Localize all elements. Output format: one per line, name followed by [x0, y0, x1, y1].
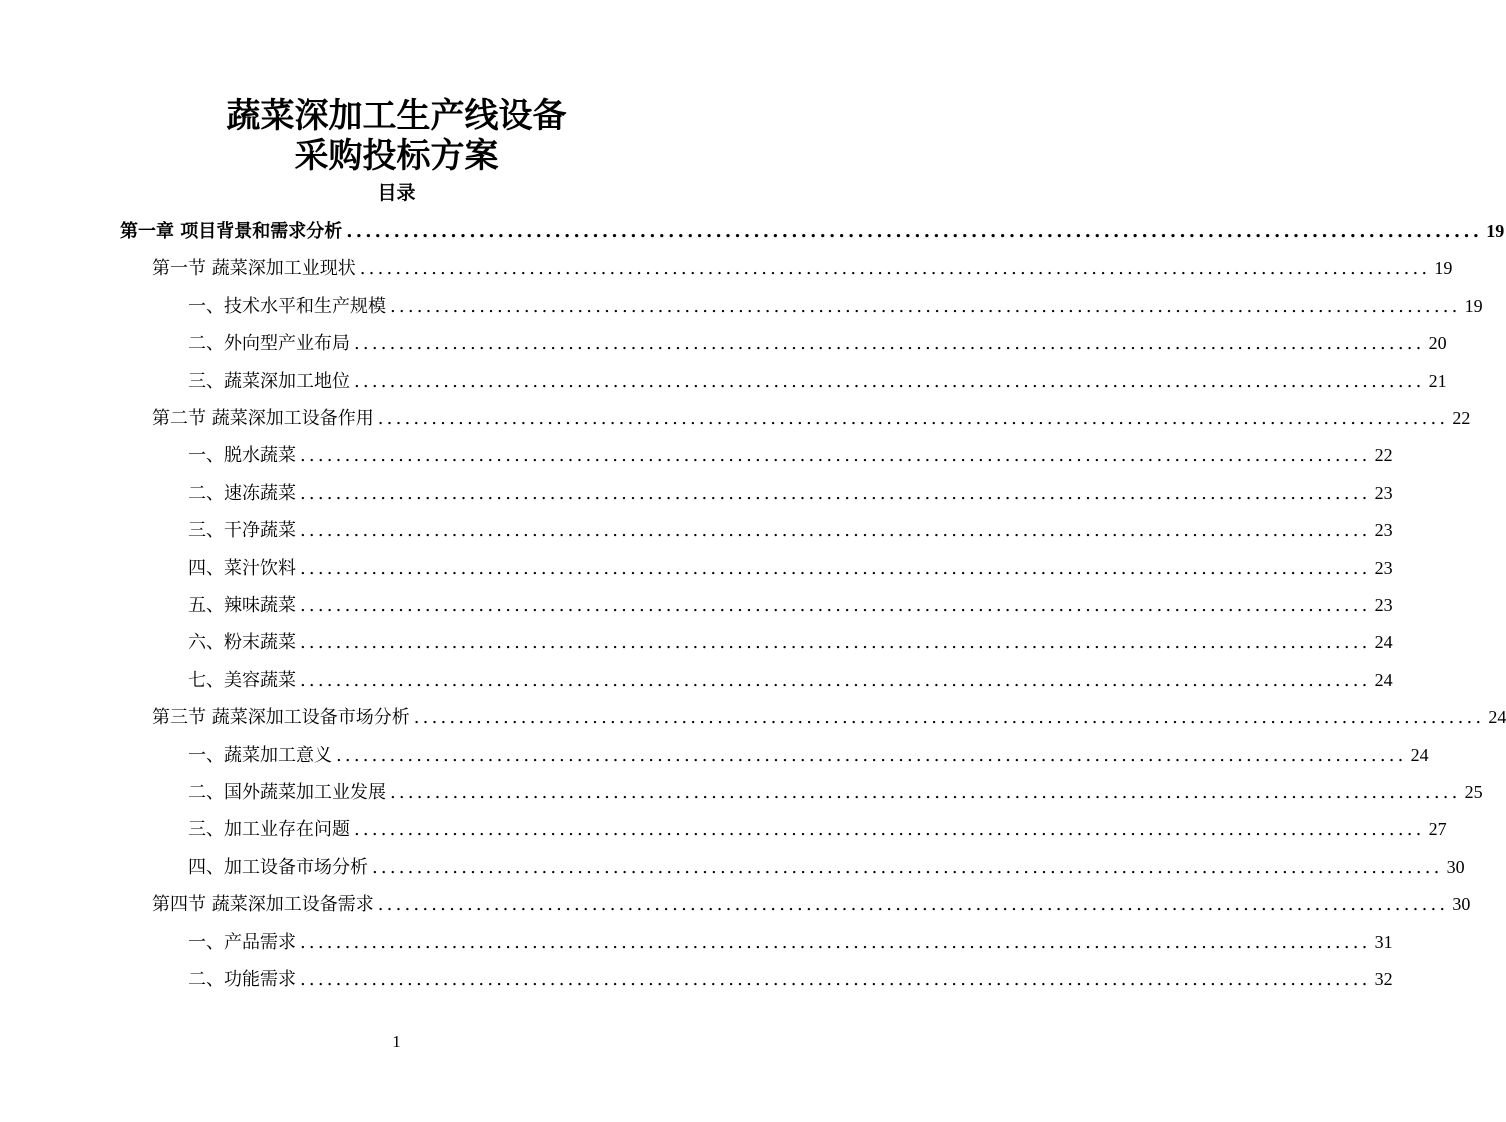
toc-entry-label: 一、脱水蔬菜: [188, 445, 296, 467]
toc-entry-page: 23: [1374, 595, 1393, 615]
toc-dot-leader: ........................................................................................................................: [336, 744, 1407, 766]
toc-section-entry[interactable]: [152, 886, 1471, 923]
toc-entry-page: 19: [1434, 258, 1453, 279]
toc-dot-leader: ........................................................................................................................: [300, 969, 1371, 990]
toc-dot-leader: ........................................................................................................................: [413, 707, 1485, 729]
toc-entry-page: 21: [1428, 370, 1447, 391]
toc-subsection-entry[interactable]: [188, 811, 1447, 848]
toc-dot-leader: ........................................................................................................................: [390, 295, 1461, 317]
toc-dot-leader: ........................................................................................................................: [346, 221, 1483, 242]
toc-entry-label: 一、蔬菜加工意义: [188, 744, 332, 766]
toc-entry-page: 19: [1486, 221, 1505, 241]
toc-entry-label: 一、产品需求: [188, 931, 296, 953]
toc-dot-leader: ........................................................................................................................: [372, 856, 1443, 878]
toc-dot-leader: ........................................................................................................................: [377, 894, 1449, 916]
toc-entry-page: 32: [1374, 969, 1393, 989]
toc-dot-leader: ........................................................................................................................: [354, 819, 1425, 841]
toc-entry-page: 24: [1488, 707, 1506, 728]
toc-entry-page: 23: [1374, 520, 1393, 541]
toc-entry-label: 第一节 蔬菜深加工业现状: [152, 258, 356, 280]
toc-dot-leader: ........................................................................................................................: [300, 520, 1371, 542]
toc-entry-label: 二、功能需求: [188, 969, 296, 990]
toc-dot-leader: ........................................................................................................................: [359, 258, 1431, 280]
toc-heading: 目录: [377, 182, 416, 204]
toc-dot-leader: ........................................................................................................................: [300, 482, 1371, 504]
toc-dot-leader: ........................................................................................................................: [300, 595, 1371, 616]
toc-entry-page: 22: [1452, 408, 1471, 428]
toc-subsection-entry[interactable]: [188, 774, 1483, 811]
toc-entry-label: 三、干净蔬菜: [188, 520, 296, 542]
toc-subsection-entry[interactable]: [188, 475, 1393, 512]
toc-section-entry[interactable]: [152, 250, 1453, 287]
toc-dot-leader: ........................................................................................................................: [300, 632, 1371, 654]
document-title-line1: 蔬菜深加工生产线设备: [226, 96, 567, 136]
toc-entry-label: 第四节 蔬菜深加工设备需求: [152, 894, 374, 916]
toc-entry-label: 三、加工业存在问题: [188, 819, 350, 841]
toc-subsection-entry[interactable]: [188, 325, 1447, 362]
toc-subsection-entry[interactable]: [188, 587, 1393, 624]
toc-entry-label: 二、速冻蔬菜: [188, 482, 296, 504]
toc-dot-leader: ........................................................................................................................: [300, 669, 1371, 691]
toc-dot-leader: ........................................................................................................................: [377, 408, 1449, 429]
toc-entry-page: 24: [1410, 744, 1429, 765]
toc-subsection-entry[interactable]: [188, 288, 1483, 325]
toc-entry-page: 31: [1374, 931, 1393, 952]
toc-entry-label: 七、美容蔬菜: [188, 669, 296, 691]
toc-entry-label: 六、粉末蔬菜: [188, 632, 296, 654]
page-number: 1: [392, 1032, 401, 1051]
toc-subsection-entry[interactable]: [188, 550, 1393, 587]
toc-entry-page: 25: [1464, 782, 1483, 802]
toc-entry-page: 24: [1374, 669, 1393, 690]
toc-section-entry[interactable]: [152, 400, 1471, 437]
toc-entry-page: 23: [1374, 482, 1393, 503]
toc-entry-page: 23: [1374, 557, 1393, 578]
toc-entry-label: 一、技术水平和生产规模: [188, 295, 386, 317]
toc-subsection-entry[interactable]: [188, 737, 1429, 774]
toc-entry-page: 30: [1446, 856, 1465, 877]
toc-subsection-entry[interactable]: [188, 849, 1465, 886]
toc-subsection-entry[interactable]: [188, 512, 1393, 549]
toc-entry-page: 30: [1452, 894, 1471, 915]
toc-dot-leader: ........................................................................................................................: [300, 931, 1371, 953]
toc-section-entry[interactable]: [152, 699, 1506, 736]
toc-entry-page: 27: [1428, 819, 1447, 840]
toc-subsection-entry[interactable]: [188, 961, 1393, 998]
toc-dot-leader: ........................................................................................................................: [354, 370, 1425, 392]
toc-entry-label: 三、蔬菜深加工地位: [188, 370, 350, 392]
toc-entry-label: 五、辣味蔬菜: [188, 595, 296, 616]
toc-entry-label: 二、外向型产业布局: [188, 333, 350, 355]
toc-entry-label: 第一章 项目背景和需求分析: [120, 221, 343, 242]
toc-entry-label: 四、加工设备市场分析: [188, 856, 368, 878]
toc-chapter-entry[interactable]: [120, 213, 1505, 250]
toc-subsection-entry[interactable]: [188, 624, 1393, 661]
toc-subsection-entry[interactable]: [188, 363, 1447, 400]
toc-entry-page: 19: [1464, 295, 1483, 316]
toc-subsection-entry[interactable]: [188, 924, 1393, 961]
toc-entry-label: 二、国外蔬菜加工业发展: [188, 782, 386, 803]
toc-entry-page: 20: [1428, 333, 1447, 354]
toc-entry-page: 24: [1374, 632, 1393, 653]
toc-dot-leader: ........................................................................................................................: [300, 557, 1371, 579]
toc-dot-leader: ........................................................................................................................: [300, 445, 1371, 467]
toc-subsection-entry[interactable]: [188, 437, 1393, 474]
toc-entry-label: 四、菜汁饮料: [188, 557, 296, 579]
toc-dot-leader: ........................................................................................................................: [390, 782, 1461, 803]
toc-entry-label: 第二节 蔬菜深加工设备作用: [152, 408, 374, 429]
document-title-line2: 采购投标方案: [294, 136, 499, 176]
toc-dot-leader: ........................................................................................................................: [354, 333, 1425, 355]
toc-entry-label: 第三节 蔬菜深加工设备市场分析: [152, 707, 410, 729]
toc-subsection-entry[interactable]: [188, 662, 1393, 699]
toc-entry-page: 22: [1374, 445, 1393, 466]
